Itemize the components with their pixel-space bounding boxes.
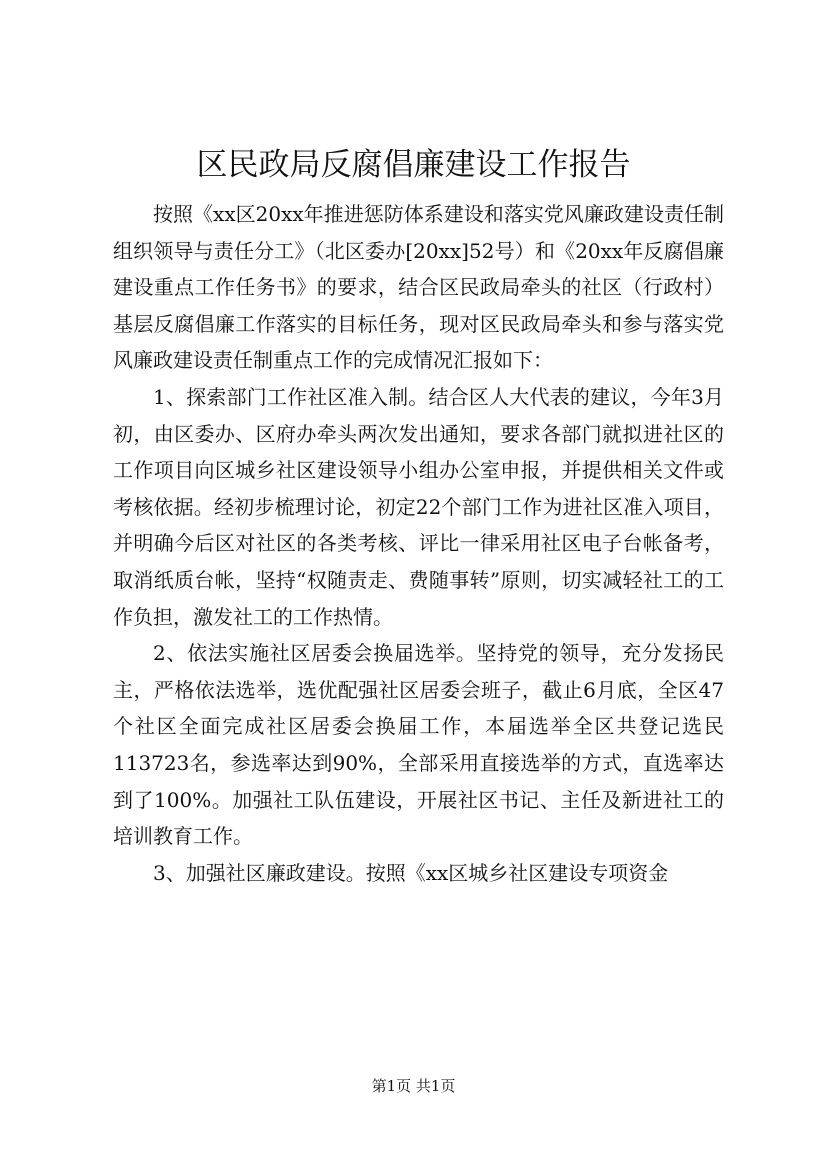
paragraph-item-2: 2、依法实施社区居委会换届选举。坚持党的领导，充分发扬民主，严格依法选举，选优配强社区居委会班子，截止6月底，全区47个社区全面完成社区居委会换届工作，本届选举全区共登记选民113723名，参选率达到90%，全部采用直接选举的方式，直选率达到了100%。加强社工队伍建设，开展社区书记、主任及新进社工的培训教育工作。 bbox=[113, 641, 724, 849]
paragraph-item-3: 3、加强社区廉政建设。按照《xx区城乡社区建设专项资金 bbox=[153, 860, 669, 885]
paragraph-intro: 按照《xx区20xx年推进惩防体系建设和落实党风廉政建设责任制组织领导与责任分工》（北区委办[20xx]52号）和《20xx年反腐倡廉建设重点工作任务书》的要求，结合区民政局牵头的社区（行政村）基层反腐倡廉工作落实的目标任务，现对区民政局牵头和参与落实党风廉政建设责任制重点工作的完成情况汇报如下： bbox=[113, 202, 724, 373]
document-title: 区民政局反腐倡廉建设工作报告 bbox=[196, 147, 631, 183]
paragraph-item-1: 1、探索部门工作社区准入制。结合区人大代表的建议，今年3月初，由区委办、区府办牵头两次发出通知，要求各部门就拟进社区的工作项目向区城乡社区建设领导小组办公室申报，并提供相关文件或考核依据。经初步梳理讨论，初定22个部门工作为进社区准入项目，并明确今后区对社区的各类考核、评比一律采用社区电子台帐备考，取消纸质台帐，坚持“权随责走、费随事转”原则，切实减轻社工的工作负担，激发社工的工作热情。 bbox=[113, 384, 724, 629]
document-body bbox=[113, 196, 724, 891]
page-footer: 第1页 共1页 bbox=[371, 1077, 456, 1095]
